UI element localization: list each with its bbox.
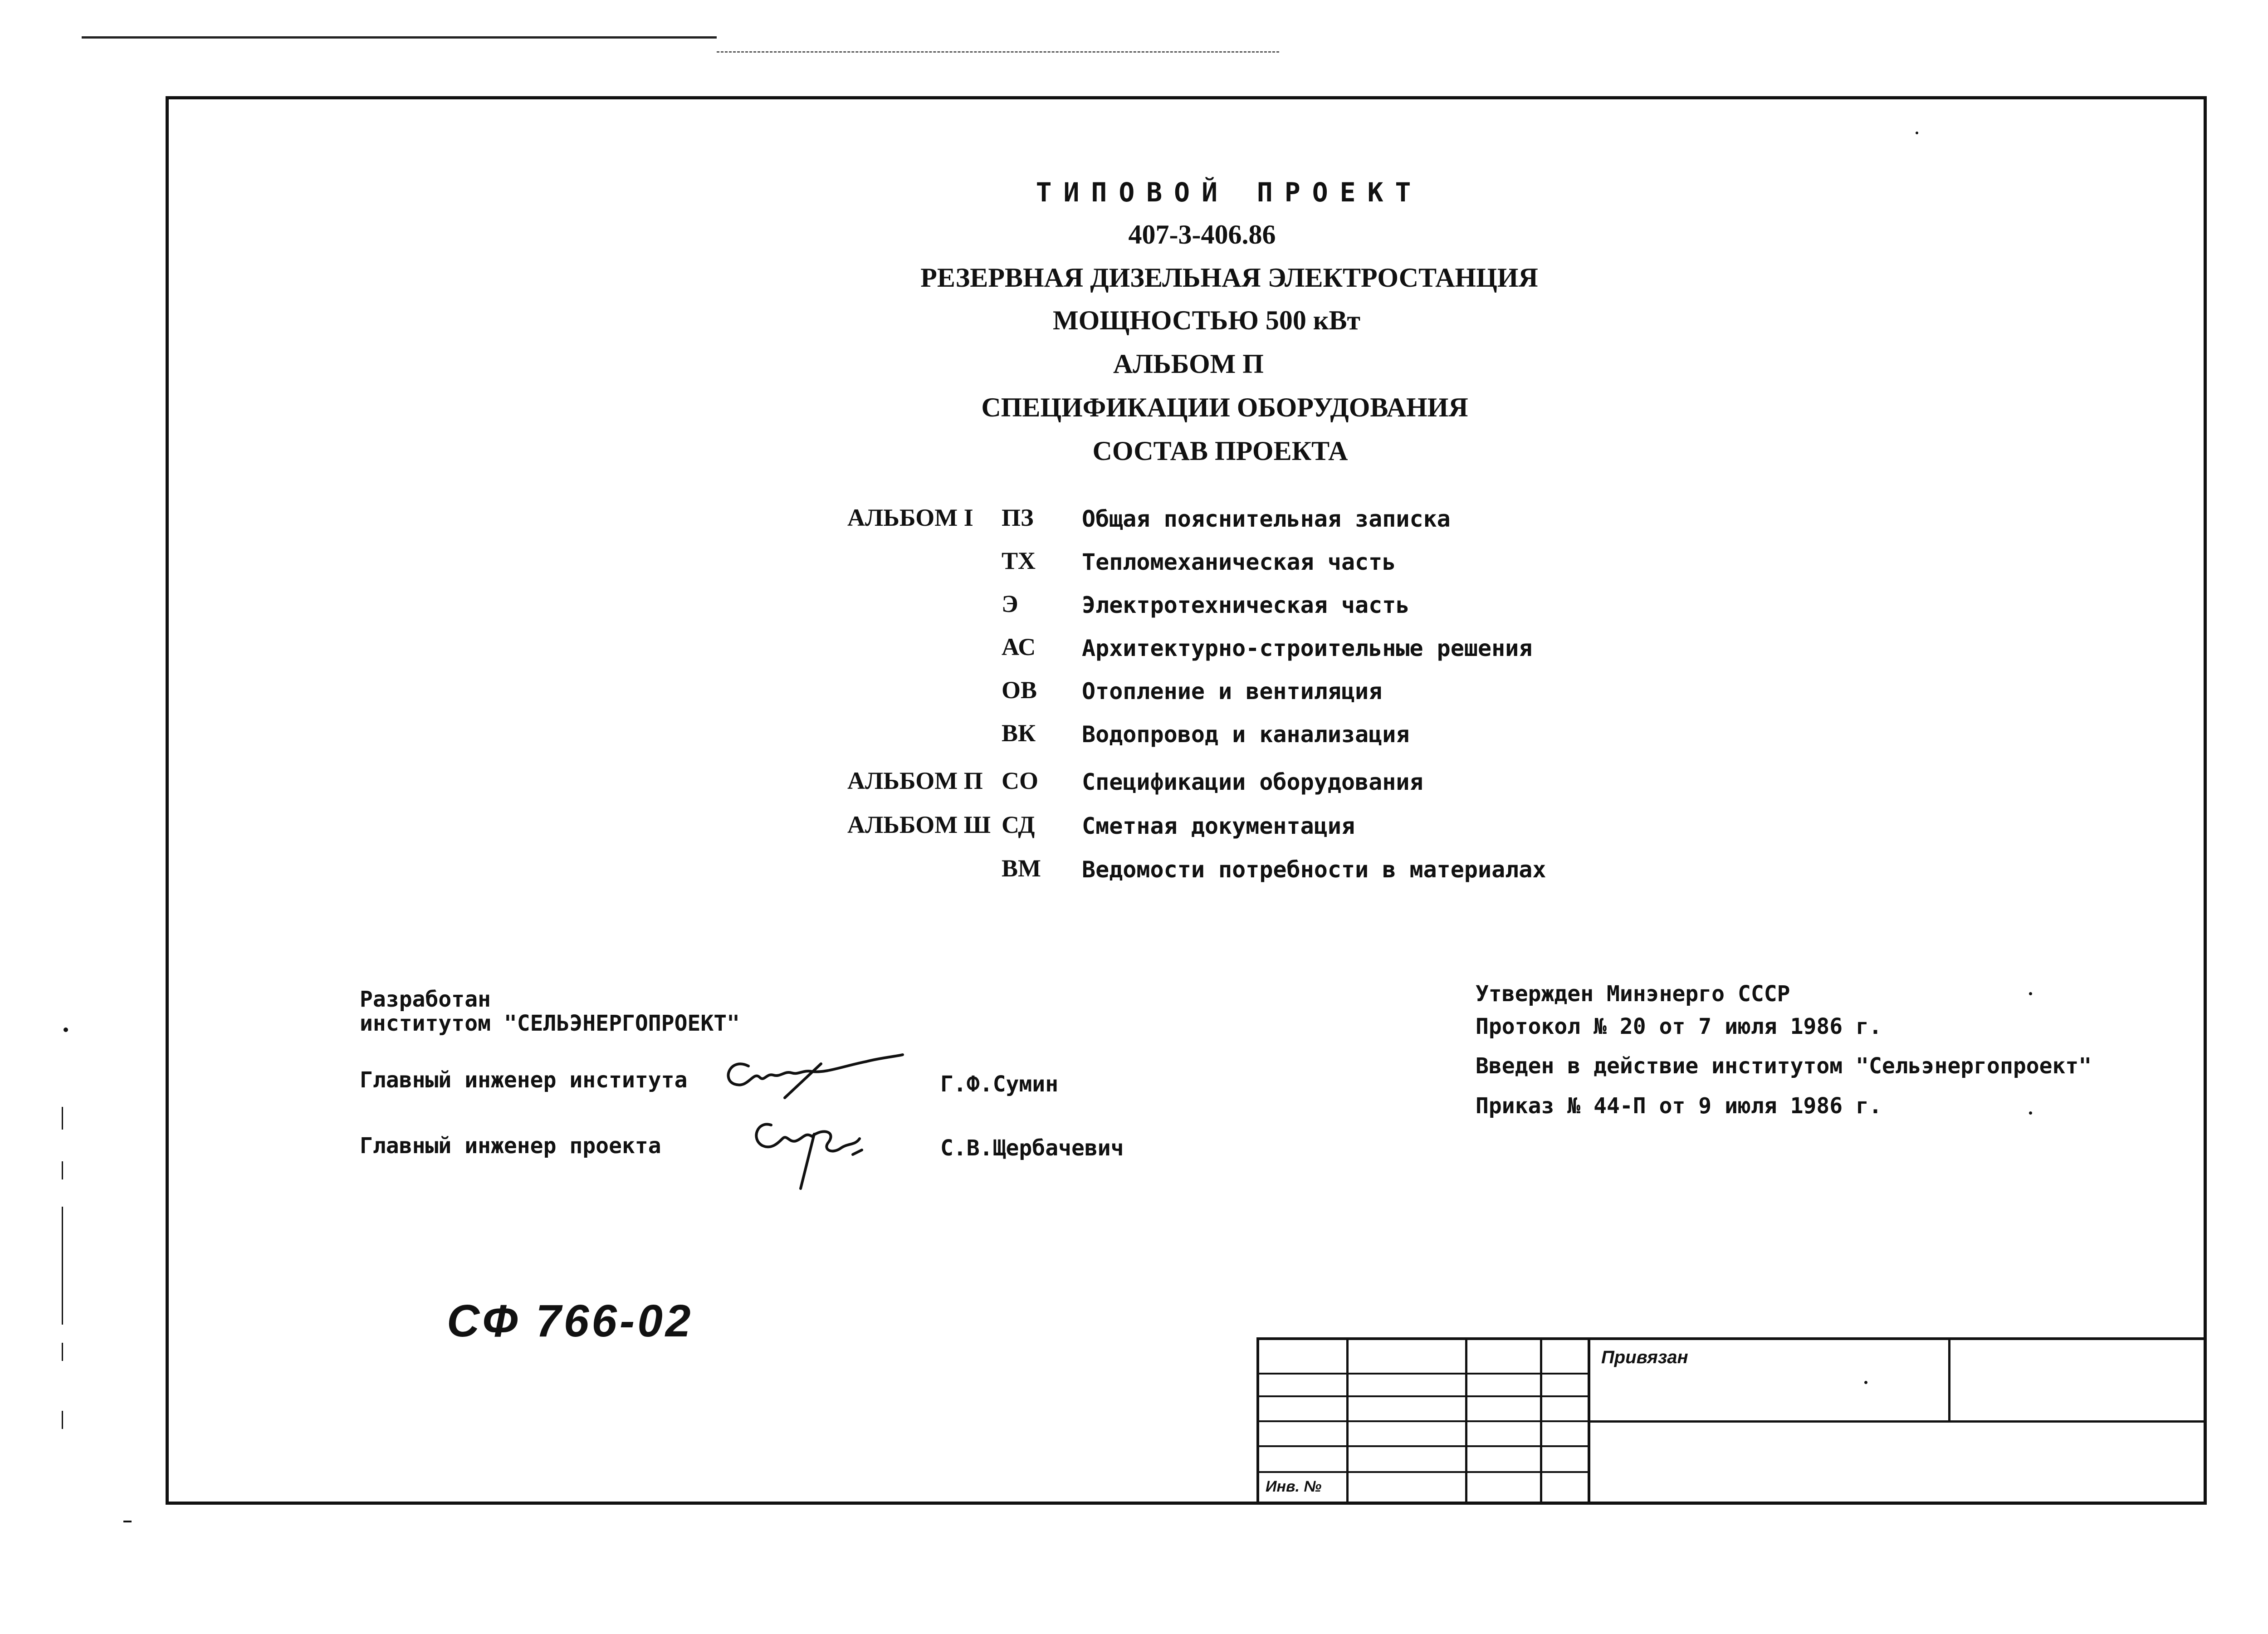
album-label: АЛЬБОМ П <box>847 767 983 794</box>
developer-line2: институтом "СЕЛЬЭНЕРГОПРОЕКТ" <box>360 1011 740 1036</box>
section-title: Тепломеханическая часть <box>1082 549 1396 575</box>
developer-line1: Разработан <box>360 987 491 1012</box>
album-title: СПЕЦИФИКАЦИИ ОБОРУДОВАНИЯ <box>981 392 1468 422</box>
margin-mark <box>62 1161 63 1179</box>
title-block-rule <box>1256 1373 1590 1375</box>
top-rule-dashed <box>717 51 1279 53</box>
title-block-rule <box>1588 1420 2207 1423</box>
signature-sumin <box>717 1052 907 1116</box>
title-block-border <box>1256 1337 1259 1502</box>
title-block <box>1256 1337 2207 1502</box>
title-block-rule <box>1256 1420 1590 1422</box>
margin-mark <box>123 1521 132 1522</box>
album-label: АЛЬБОМ I <box>847 504 973 531</box>
margin-mark <box>62 1411 63 1429</box>
signature-scherbachevich <box>744 1111 898 1193</box>
title-block-rule <box>1465 1337 1467 1502</box>
section-code: АС <box>1002 633 1036 660</box>
contents-title: СОСТАВ ПРОЕКТА <box>1092 436 1348 466</box>
approval-line3: Введен в действие институтом "Сельэнергопроект" <box>1476 1053 2092 1079</box>
section-code: СО <box>1002 767 1038 794</box>
speck <box>1864 1381 1867 1384</box>
title-block-rule <box>1588 1337 1590 1502</box>
title-block-rule <box>1256 1395 1590 1397</box>
project-name-line2: МОЩНОСТЬЮ 500 кВт <box>1053 305 1360 335</box>
section-code: ВК <box>1002 719 1036 747</box>
section-title: Водопровод и канализация <box>1082 721 1410 748</box>
margin-mark <box>62 1107 63 1130</box>
chief-engineer-institute-label: Главный инженер института <box>360 1067 688 1093</box>
attached-label: Привязан <box>1601 1347 1688 1367</box>
approval-line4: Приказ № 44-П от 9 июля 1986 г. <box>1476 1093 1882 1119</box>
chief-engineer-project-label: Главный инженер проекта <box>360 1133 661 1159</box>
margin-mark <box>62 1343 63 1361</box>
section-code: ТХ <box>1002 547 1036 574</box>
chief-engineer-project-name: С.В.Щербачевич <box>940 1135 1124 1161</box>
inventory-number-label: Инв. № <box>1266 1478 1322 1495</box>
section-code: ОВ <box>1002 676 1037 704</box>
title-block-rule <box>1256 1445 1590 1447</box>
approval-line1: Утвержден Минэнерго СССР <box>1476 981 1790 1007</box>
document-type-title: ТИПОВОЙ ПРОЕКТ <box>1036 177 1423 208</box>
title-block-rule <box>1256 1471 1590 1473</box>
album-label: АЛЬБОМ Ш <box>847 811 991 838</box>
section-title: Отопление и вентиляция <box>1082 678 1383 704</box>
title-block-rule <box>1948 1337 1950 1420</box>
section-title: Электротехническая часть <box>1082 592 1410 618</box>
title-block-rule <box>1346 1337 1349 1502</box>
speck <box>2029 1111 2032 1115</box>
section-title: Архитектурно-строительные решения <box>1082 635 1533 661</box>
section-code: СД <box>1002 811 1035 838</box>
section-code: ПЗ <box>1002 504 1034 531</box>
project-number: 407-3-406.86 <box>1128 220 1276 250</box>
title-block-border <box>1256 1337 2207 1340</box>
approval-line2: Протокол № 20 от 7 июля 1986 г. <box>1476 1014 1882 1039</box>
section-title: Спецификации оборудования <box>1082 769 1423 795</box>
archive-stamp-code: СФ 766-02 <box>447 1296 694 1346</box>
section-title: Ведомости потребности в материалах <box>1082 856 1546 883</box>
album-number: АЛЬБОМ П <box>1113 349 1264 379</box>
project-name-line1: РЕЗЕРВНАЯ ДИЗЕЛЬНАЯ ЭЛЕКТРОСТАНЦИЯ <box>920 263 1538 293</box>
title-block-rule <box>1540 1337 1542 1502</box>
speck <box>1916 132 1918 134</box>
section-title: Общая пояснительная записка <box>1082 506 1451 532</box>
speck <box>2029 992 2032 995</box>
top-rule <box>82 36 717 39</box>
section-code: ВМ <box>1002 855 1041 882</box>
section-code: Э <box>1002 590 1018 617</box>
chief-engineer-institute-name: Г.Ф.Сумин <box>940 1071 1059 1097</box>
section-title: Сметная документация <box>1082 813 1355 839</box>
margin-dot <box>64 1027 68 1032</box>
margin-mark <box>62 1207 63 1325</box>
